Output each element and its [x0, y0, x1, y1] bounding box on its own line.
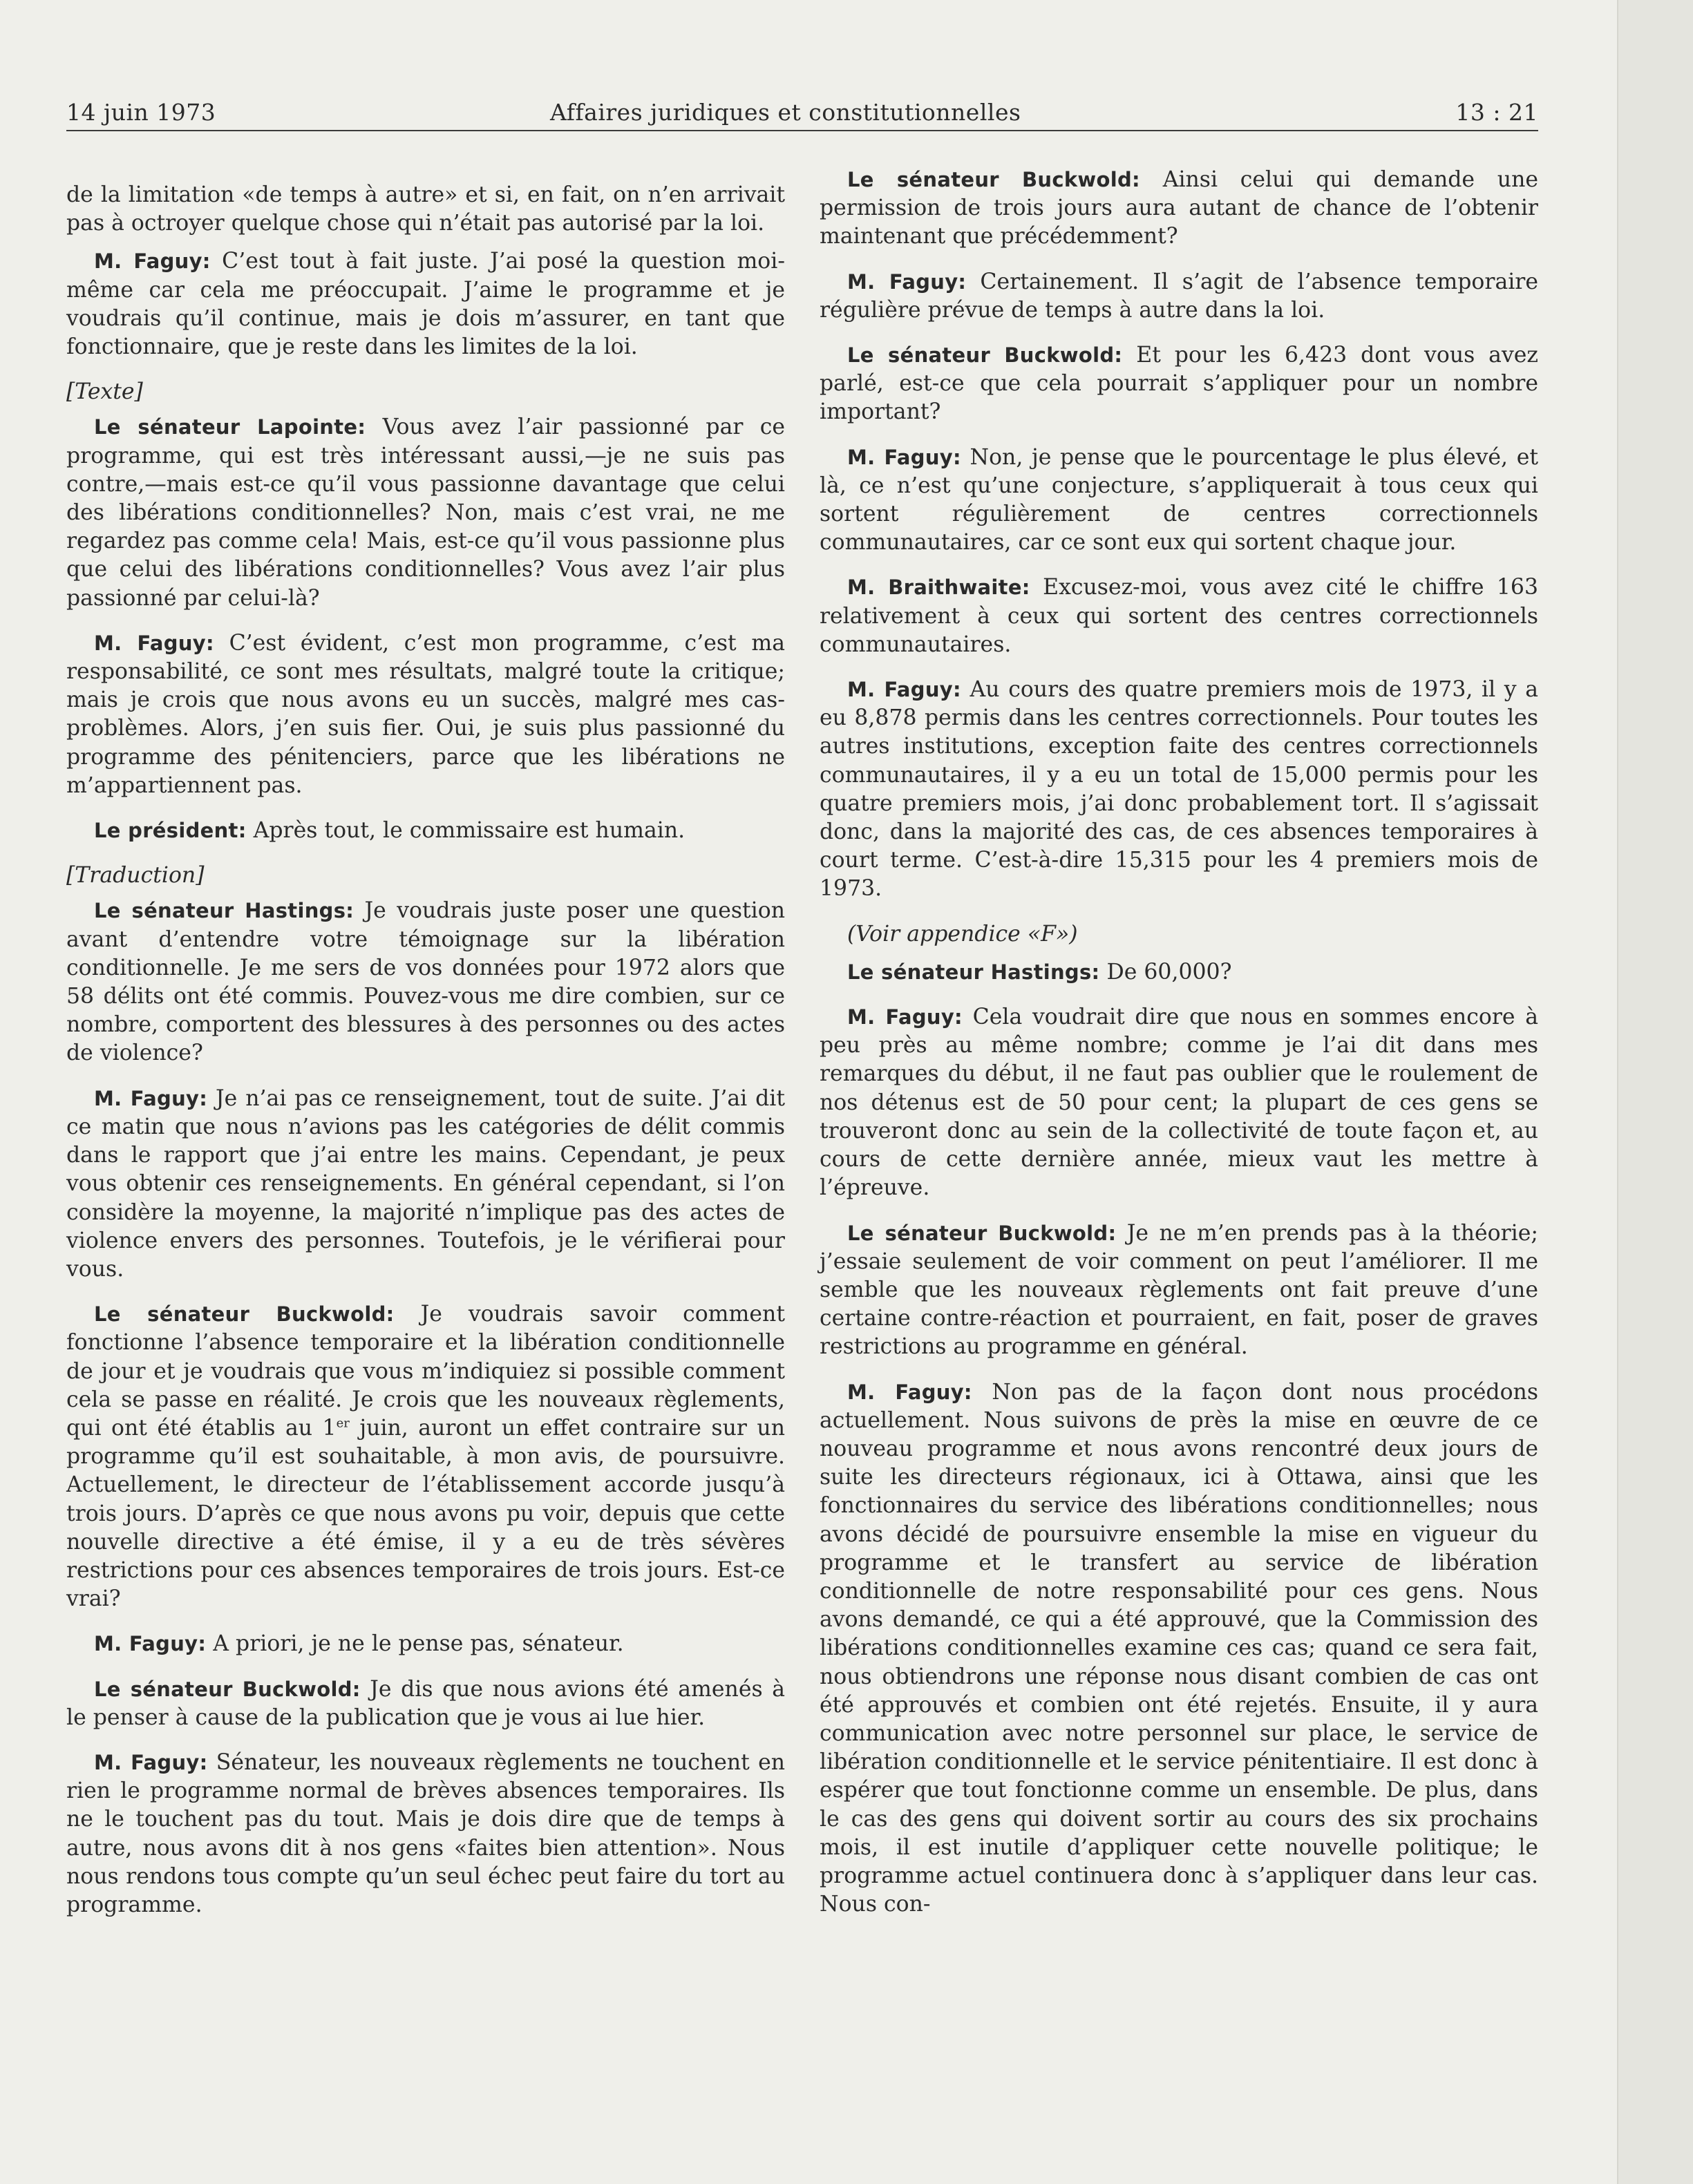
paragraph-text: Non pas de la façon dont nous procédons actuellement. Nous suivons de près la mise en œuvre de ce nouveau programme et nous avons rencontré deux jours de suite les directeurs régionaux, ici à Ottawa, ainsi que les fonctionnaires du service des libérations conditionnelles; nous avons décidé de poursuivre ensemble la mise en vigueur du programme et le transfert au service de libération conditionnelle de notre responsabilité pour ces gens. Nous avons demandé, ce qui a été approuvé, que la Commission des libérations conditionnelles examine ces cas; quand ce sera fait, nous obtiendrons une réponse nous disant combien de cas ont été approuvés et combien ont été rejetés. Ensuite, il y aura communication avec notre personnel sur place, le service de libération conditionnelle et le service pénitentiaire. Il est donc à espérer que tout fonctionne comme un ensemble. De plus, dans le cas des gens qui doivent sortir au cours des six prochains mois, il est inutile d’appliquer cette nouvelle politique; le programme actuel continuera donc à s’appliquer dans leur cas. Nous con-: [820, 1379, 1538, 1917]
speaker-name: Le sénateur Buckwold:: [94, 1677, 361, 1701]
paragraph-text: Cela voudrait dire que nous en sommes encore à peu près au même nombre; comme je l’ai dit dans mes remarques du début, il ne faut pas oublier que le roulement de nos détenus est de 50 pour cent; la plupart de ces gens se trouveront donc au sein de la collectivité de toute façon et, au cours de cette dernière année, mieux vaut les mettre à l’épreuve.: [820, 1005, 1538, 1201]
speaker-name: M. Braithwaite:: [847, 576, 1030, 600]
paragraph: [820, 958, 1538, 987]
speaker-name: Le sénateur Lapointe:: [94, 415, 366, 439]
speaker-name: M. Faguy:: [847, 269, 967, 294]
paragraph: [66, 1085, 785, 1284]
speaker-name: M. Faguy:: [847, 445, 961, 469]
paragraph-text: de la limitation «de temps à autre» et si, en fait, on n’en arrivait pas à octroyer quelque chose qui n’était pas autorisé par la loi.: [66, 182, 785, 236]
paragraph: [66, 247, 785, 361]
paragraph: [820, 573, 1538, 659]
paragraph-text: De 60,000?: [1099, 959, 1232, 985]
header-date: 14 juin 1973: [66, 99, 216, 126]
speaker-name: Le sénateur Buckwold:: [847, 168, 1140, 191]
paragraph-text: Au cours des quatre premiers mois de 1973, il y a eu 8,878 permis dans les centres correctionnels. Pour toutes les autres institutions, exception faite des centres correctionnels communautaires, il y a eu un total de 15,000 permis pour les quatre premiers mois, j’ai donc probablement tort. Il s’agissait donc, dans la majorité des cas, de ces absences temporaires à court terme. C’est-à-dire 15,315 pour les 4 premiers mois de 1973.: [820, 677, 1539, 902]
language-marker: [Traduction]: [66, 863, 205, 889]
paragraph-text: Je voudrais juste poser une question avant d’entendre votre témoignage sur la libération conditionnelle. Je me sers de vos données pour 1972 alors que 58 délits ont été commis. Pouvez-vous me dire combien, sur ce nombre, comportent des blessures à des personnes ou des actes de violence?: [66, 898, 785, 1066]
speaker-name: Le président:: [94, 819, 247, 843]
paragraph-text: Ainsi celui qui demande une permission de trois jours aura autant de chance de l’obtenir maintenant que précédemment?: [820, 167, 1538, 249]
language-marker: [Texte]: [66, 379, 143, 405]
paragraph: [820, 676, 1538, 904]
paragraph-text: Excusez-moi, vous avez cité le chiffre 163 relativement à ceux qui sortent des centres correctionnels communautaires.: [820, 575, 1538, 657]
paragraph: [66, 1630, 785, 1658]
page-number: 13 : 21: [1455, 99, 1538, 126]
speaker-name: Le sénateur Buckwold:: [847, 343, 1123, 368]
speaker-name: M. Faguy:: [94, 1632, 207, 1656]
paragraph-text: Je dis que nous avions été amenés à le penser à cause de la publication que je vous ai lue hier.: [66, 1676, 786, 1730]
paragraph: [820, 444, 1538, 558]
speaker-name: M. Faguy:: [94, 249, 211, 274]
header-title: Affaires juridiques et constitutionnelles: [550, 99, 1021, 126]
running-header: [66, 83, 1538, 133]
paragraph: [820, 1378, 1538, 1919]
paragraph-text: Je n’ai pas ce renseignement, tout de suite. J’ai dit ce matin que nous n’avions pas les catégories de délit commis dans le rapport que j’ai entre les mains. Cependant, je peux vous obtenir ces renseignements. En général cependant, si l’on considère la moyenne, la majorité n’implique pas des actes de violence envers des personnes. Toutefois, je le vérifierai pour vous.: [66, 1085, 785, 1282]
speaker-name: M. Faguy:: [94, 1750, 208, 1774]
paragraph: [820, 1003, 1538, 1202]
appendix-reference: (Voir appendice «F»): [847, 921, 1078, 947]
paragraph-text: Je ne m’en prends pas à la théorie; j’essaie seulement de voir comment on peut l’améliorer. Il me semble que les nouveaux règlements ont fait preuve d’une certaine contre-réaction et pourraient, en fait, poser de graves restrictions au programme en général.: [820, 1220, 1538, 1360]
page-edge: [1617, 0, 1693, 2184]
speaker-name: Le sénateur Buckwold:: [94, 1302, 395, 1327]
paragraph-text: C’est tout à fait juste. J’ai posé la question moi-même car cela me préoccupait. J’aime le programme et je voudrais qu’il continue, mais je dois m’assurer, en tant que fonctionnaire, que je reste dans les limites de la loi.: [66, 249, 785, 360]
paragraph: [820, 166, 1538, 251]
speaker-name: M. Faguy:: [94, 1086, 208, 1110]
left-column: [66, 181, 785, 1936]
paragraph-text: Vous avez l’air passionné par ce programme, qui est très intéressant aussi,—je ne suis pas contre,—mais est-ce qu’il vous passionne davantage que celui des libérations conditionnelles? Non, mais c’est vrai, ne me regardez pas comme cela! Mais, est-ce qu’il vous passionne plus que celui des libérations conditionnelles? Vous avez l’air plus passionné par celui-là?: [66, 415, 785, 611]
paragraph: [66, 629, 785, 800]
paragraph: [820, 268, 1538, 325]
paragraph-text: C’est évident, c’est mon programme, c’est ma responsabilité, ce sont mes résultats, malgré toute la critique; mais je crois que nous avons eu un succès, malgré mes cas-problèmes. Alors, j’en suis fier. Oui, je suis plus passionné du programme des pénitenciers, parce que les libérations ne m’appartiennent pas.: [66, 630, 785, 798]
paragraph-text: Et pour les 6,423 dont vous avez parlé, est-ce que cela pourrait s’appliquer pour un nombre important?: [820, 343, 1538, 425]
speaker-name: M. Faguy:: [847, 678, 961, 702]
paragraph: [66, 817, 785, 845]
paragraph: [66, 1749, 785, 1919]
paragraph: [66, 1300, 785, 1613]
speaker-name: Le sénateur Buckwold:: [847, 1221, 1117, 1245]
speaker-name: Le sénateur Hastings:: [847, 960, 1100, 984]
paragraph: [66, 181, 785, 238]
paragraph-text: Je voudrais savoir comment fonctionne l’absence temporaire et la libération conditionnelle de jour et je voudrais que vous m’indiquiez si possible comment cela se passe en réalité. Je crois que les nouveaux règlements, qui ont été établis au 1: [66, 1302, 786, 1441]
paragraph-text: Sénateur, les nouveaux règlements ne touchent en rien le programme normal de brèves absences temporaires. Ils ne le touchent pas du tout. Mais je dois dire que de temps à autre, nous avons dit à nos gens «faites bien attention». Nous nous rendons tous compte qu’un seul échec peut faire du tort au programme.: [66, 1749, 785, 1917]
paragraph: [66, 1675, 785, 1732]
paragraph-text: Non, je pense que le pourcentage le plus élevé, et là, ce n’est qu’une conjecture, s’appliquerait à tous ceux qui sortent régulièrement de centres correctionnels communautaires, car ce sont eux qui sortent chaque jour.: [820, 444, 1538, 556]
paragraph: [66, 897, 785, 1067]
header-rule: [66, 130, 1538, 131]
speaker-name: M. Faguy:: [847, 1380, 972, 1404]
speaker-name: Le sénateur Hastings:: [94, 899, 354, 923]
right-column: [820, 166, 1538, 1935]
paragraph: [66, 413, 785, 612]
speaker-name: M. Faguy:: [94, 631, 214, 655]
paragraph-text: juin, auront un effet contraire sur un programme qu’il est souhaitable, à mon avis, de poursuivre. Actuellement, le directeur de l’établissement accorde jusqu’à trois jours. D’après ce que nous avons pu voir, depuis que cette nouvelle directive a été émise, il y a eu de très sévères restrictions pour ces absences temporaires de trois jours. Est-ce vrai?: [66, 1415, 785, 1612]
paragraph-text: Certainement. Il s’agit de l’absence temporaire régulière prévue de temps à autre dans la loi.: [820, 269, 1538, 323]
paragraph-text: Après tout, le commissaire est humain.: [246, 818, 685, 844]
superscript: er: [336, 1416, 350, 1431]
paragraph-text: A priori, je ne le pense pas, sénateur.: [206, 1631, 624, 1657]
paragraph: [820, 341, 1538, 427]
speaker-name: M. Faguy:: [847, 1005, 963, 1029]
paragraph: [820, 1219, 1538, 1362]
